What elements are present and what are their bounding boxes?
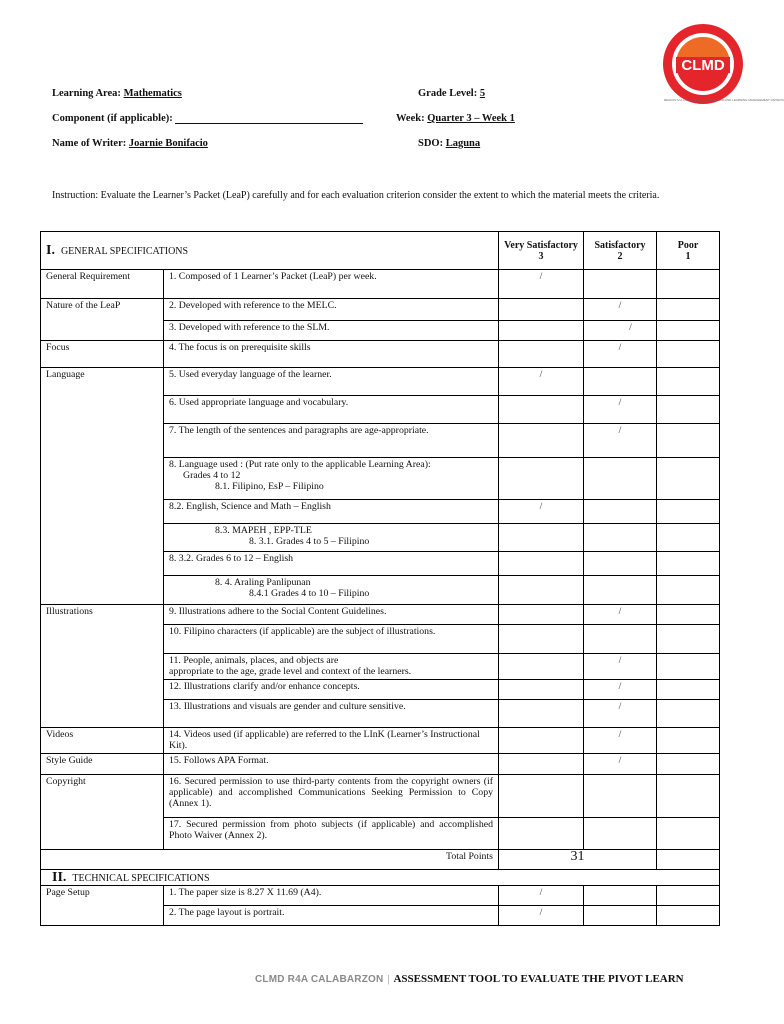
rating-cell[interactable] — [657, 299, 720, 321]
evaluation-table — [40, 231, 720, 926]
rating-cell[interactable] — [499, 576, 584, 605]
rating-very-satisfactory-header — [499, 232, 584, 270]
table-row — [41, 270, 720, 299]
rating-cell[interactable] — [657, 524, 720, 552]
category-nature-of-leap: Nature of the LeaP — [41, 299, 164, 341]
criterion-7: 7. The length of the sentences and paragraphs are age-appropriate. — [164, 424, 499, 458]
category-focus: Focus — [41, 341, 164, 368]
rating-cell[interactable]: / — [499, 886, 584, 906]
rating-cell[interactable] — [657, 368, 720, 396]
rating-cell[interactable] — [499, 775, 584, 818]
rating-cell[interactable]: / — [584, 396, 657, 424]
category-language: Language — [41, 368, 164, 605]
table-row — [41, 299, 720, 321]
rating-cell[interactable] — [657, 728, 720, 754]
criterion-8-4-1: 8.4.1 Grades 4 to 10 – Filipino — [249, 588, 370, 599]
section-2-title: TECHNICAL SPECIFICATIONS — [72, 872, 210, 884]
rating-cell[interactable] — [657, 605, 720, 625]
section-1-title: GENERAL SPECIFICATIONS — [60, 245, 189, 257]
rating-cell[interactable] — [657, 576, 720, 605]
rating-cell[interactable] — [657, 396, 720, 424]
rating-cell[interactable] — [499, 625, 584, 654]
criterion-8-3-2: 8. 3.2. Grades 6 to 12 – English — [164, 552, 499, 576]
rating-cell[interactable] — [499, 552, 584, 576]
rating-poor-header — [657, 232, 720, 270]
learning-area-value: Mathematics — [123, 88, 182, 99]
criterion-2: 2. Developed with reference to the MELC. — [164, 299, 499, 321]
rating-cell[interactable] — [499, 728, 584, 754]
rating-vs-label: Very Satisfactory — [504, 239, 578, 251]
total-points-label: Total Points — [41, 850, 499, 870]
rating-cell[interactable] — [584, 270, 657, 299]
rating-cell[interactable] — [584, 818, 657, 850]
category-general-requirement: General Requirement — [41, 270, 164, 299]
technical-criterion-2: 2. The page layout is portrait. — [164, 906, 499, 926]
table-row — [41, 775, 720, 818]
total-row — [41, 850, 720, 870]
learning-area — [52, 88, 226, 99]
rating-cell[interactable] — [657, 654, 720, 680]
rating-cell[interactable] — [499, 321, 584, 341]
rating-cell[interactable]: / — [584, 424, 657, 458]
total-empty-cell — [657, 850, 720, 870]
criterion-8-4-text: 8. 4. Araling Panlipunan — [215, 577, 311, 588]
rating-cell[interactable] — [657, 552, 720, 576]
criterion-15: 15. Follows APA Format. — [164, 754, 499, 775]
rating-cell[interactable] — [657, 625, 720, 654]
grade-value: 5 — [479, 88, 486, 99]
rating-cell[interactable]: / — [499, 906, 584, 926]
rating-cell[interactable]: / — [584, 605, 657, 625]
category-illustrations: Illustrations — [41, 605, 164, 728]
rating-cell[interactable] — [657, 500, 720, 524]
criterion-8-1: 8.1. Filipino, EsP – Filipino — [215, 481, 324, 492]
component-label: Component (if applicable): — [52, 113, 173, 124]
rating-cell[interactable]: / — [499, 368, 584, 396]
rating-cell[interactable] — [499, 818, 584, 850]
rating-s-label: Satisfactory — [594, 239, 646, 251]
rating-s-number: 2 — [617, 250, 623, 262]
criterion-8-3-text: 8.3. MAPEH , EPP-TLE — [215, 525, 312, 536]
clmd-logo — [662, 23, 784, 105]
rating-cell[interactable] — [584, 524, 657, 552]
page-footer — [255, 973, 684, 985]
rating-vs-number: 3 — [538, 250, 544, 262]
table-row — [41, 728, 720, 754]
rating-cell[interactable] — [584, 552, 657, 576]
criterion-12: 12. Illustrations clarify and/or enhance concepts. — [164, 680, 499, 700]
rating-cell[interactable] — [657, 458, 720, 500]
rating-cell[interactable]: / — [584, 680, 657, 700]
rating-cell[interactable] — [499, 424, 584, 458]
rating-cell[interactable] — [499, 754, 584, 775]
criterion-8-text: 8. Language used : (Put rate only to the applicable Learning Area): — [169, 459, 431, 470]
criterion-8-grades: Grades 4 to 12 — [183, 470, 241, 481]
rating-cell[interactable] — [499, 700, 584, 728]
criterion-14: 14. Videos used (if applicable) are referred to the LInK (Learner’s Instructional Kit). — [164, 728, 499, 754]
rating-cell[interactable] — [499, 605, 584, 625]
criterion-10: 10. Filipino characters (if applicable) are the subject of illustrations. — [164, 625, 499, 654]
criterion-8 — [164, 458, 499, 500]
rating-cell[interactable] — [499, 341, 584, 368]
rating-cell[interactable] — [657, 906, 720, 926]
rating-cell[interactable]: / — [499, 270, 584, 299]
criterion-8-4 — [164, 576, 499, 605]
writer — [52, 138, 208, 149]
table-row — [41, 886, 720, 906]
logo-caption: REGION IV-A CALABARZON CURRICULUM AND LEARNING MANAGEMENT DIVISION — [664, 98, 784, 102]
criterion-1: 1. Composed of 1 Learner’s Packet (LeaP) per week. — [164, 270, 499, 299]
rating-cell[interactable] — [499, 299, 584, 321]
rating-cell[interactable] — [584, 368, 657, 396]
learning-area-label: Learning Area: — [52, 88, 121, 99]
table-row — [41, 341, 720, 368]
category-copyright: Copyright — [41, 775, 164, 850]
rating-p-label: Poor — [677, 239, 699, 251]
criterion-3: 3. Developed with reference to the SLM. — [164, 321, 499, 341]
section-2-roman: II. — [52, 869, 67, 885]
criterion-11-line1: 11. People, animals, places, and objects are — [169, 655, 339, 666]
table-row — [41, 605, 720, 625]
technical-criterion-1: 1. The paper size is 8.27 X 11.69 (A4). — [164, 886, 499, 906]
rating-cell[interactable] — [499, 654, 584, 680]
rating-cell[interactable] — [584, 576, 657, 605]
section-1-heading — [41, 232, 499, 270]
table-header-row — [41, 232, 720, 270]
criterion-8-2: 8.2. English, Science and Math – English — [164, 500, 499, 524]
grade-label: Grade Level: — [418, 88, 478, 99]
rating-cell[interactable] — [584, 625, 657, 654]
rating-cell[interactable] — [584, 906, 657, 926]
criterion-13: 13. Illustrations and visuals are gender and culture sensitive. — [164, 700, 499, 728]
grade-level — [418, 88, 485, 99]
component-blank — [175, 113, 363, 124]
rating-cell[interactable] — [584, 458, 657, 500]
rating-cell[interactable] — [657, 680, 720, 700]
rating-cell[interactable] — [584, 775, 657, 818]
criterion-5: 5. Used everyday language of the learner. — [164, 368, 499, 396]
rating-cell[interactable] — [657, 424, 720, 458]
rating-cell[interactable] — [657, 270, 720, 299]
criterion-8-3-1: 8. 3.1. Grades 4 to 5 – Filipino — [249, 536, 370, 547]
category-style-guide: Style Guide — [41, 754, 164, 775]
rating-cell[interactable] — [499, 396, 584, 424]
rating-cell[interactable] — [657, 886, 720, 906]
criterion-4: 4. The focus is on prerequisite skills — [164, 341, 499, 368]
instruction-text: Instruction: Evaluate the Learner’s Packet (LeaP) carefully and for each evaluation criterion consider the extent to which the material meets the criteria. — [52, 190, 660, 201]
footer-org: CLMD R4A CALABARZON — [255, 974, 384, 985]
section-2-heading — [41, 870, 720, 886]
rating-cell[interactable]: / — [584, 700, 657, 728]
writer-value: Joarnie Bonifacio — [128, 138, 208, 149]
table-row — [41, 368, 720, 396]
rating-satisfactory-header — [584, 232, 657, 270]
logo-text: CLMD — [681, 57, 725, 74]
rating-cell[interactable]: / — [584, 728, 657, 754]
rating-cell[interactable] — [499, 680, 584, 700]
rating-cell[interactable]: / — [584, 299, 657, 321]
rating-cell[interactable] — [499, 458, 584, 500]
rating-cell[interactable] — [657, 775, 720, 818]
section-2-heading-row — [41, 870, 720, 886]
sdo-value: Laguna — [445, 138, 481, 149]
table-row — [41, 754, 720, 775]
criterion-8-3 — [164, 524, 499, 552]
week — [396, 113, 515, 124]
week-label: Week: — [396, 113, 425, 124]
component — [52, 113, 363, 124]
rating-cell[interactable]: / — [584, 654, 657, 680]
criterion-11-line2: appropriate to the age, grade level and context of the learners. — [169, 666, 412, 677]
rating-cell[interactable] — [657, 818, 720, 850]
rating-p-number: 1 — [685, 250, 691, 262]
rating-cell[interactable]: / — [499, 500, 584, 524]
rating-cell[interactable] — [657, 754, 720, 775]
rating-cell[interactable] — [584, 500, 657, 524]
sdo-label: SDO: — [418, 138, 444, 149]
writer-label: Name of Writer: — [52, 138, 127, 149]
section-1-roman: I. — [46, 242, 55, 258]
criterion-11 — [164, 654, 499, 680]
sdo — [418, 138, 480, 149]
rating-cell[interactable] — [499, 524, 584, 552]
rating-cell[interactable] — [657, 321, 720, 341]
criterion-6: 6. Used appropriate language and vocabulary. — [164, 396, 499, 424]
criterion-9: 9. Illustrations adhere to the Social Content Guidelines. — [164, 605, 499, 625]
category-page-setup: Page Setup — [41, 886, 164, 926]
total-points-value: 31 — [499, 850, 657, 870]
rating-cell[interactable] — [657, 700, 720, 728]
rating-cell[interactable]: / — [584, 321, 657, 341]
rating-cell[interactable] — [584, 886, 657, 906]
footer-title: ASSESSMENT TOOL TO EVALUATE THE PIVOT LEARN — [393, 973, 684, 985]
footer-separator: | — [387, 974, 390, 985]
rating-cell[interactable]: / — [584, 341, 657, 368]
criterion-16: 16. Secured permission to use third-party contents from the copyright owners (if applicable) and accomplished Communications Seeking Permission to Copy (Annex 1). — [164, 775, 499, 818]
rating-cell[interactable] — [657, 341, 720, 368]
category-videos: Videos — [41, 728, 164, 754]
week-value: Quarter 3 – Week 1 — [427, 113, 515, 124]
rating-cell[interactable]: / — [584, 754, 657, 775]
criterion-17: 17. Secured permission from photo subjects (if applicable) and accomplished Photo Waiver (Annex 2). — [164, 818, 499, 850]
